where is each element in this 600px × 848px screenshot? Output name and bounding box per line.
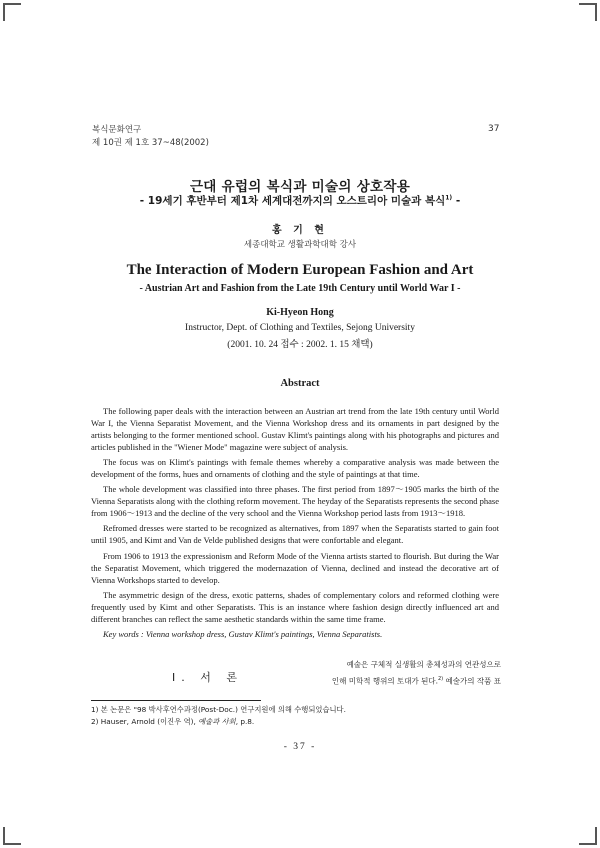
footnote-2-author: 2) Hauser, Arnold (이진우 역), (91, 717, 199, 726)
introduction-line-2a: 인해 미학적 행위의 토대가 된다. (331, 676, 438, 686)
korean-subtitle-end: - (452, 195, 461, 207)
abstract-paragraph: The whole development was classified into three phases. The first period from 1897～1905 marks the birth of the Vienna Separatists along with the clothing reform movement. The heyday of the Separatists represents the second phase from 1906～1913 and the decline of the very school and the Vienna Workshop period lasts from 1913～1918. (91, 484, 499, 519)
korean-affiliation: 세종대학교 생활과학대학 강사 (243, 240, 357, 250)
keywords: Key words : Vienna workshop dress, Gustav Klimt's paintings, Vienna Separatists. (103, 628, 383, 639)
footnote-1: 1) 본 논문은 "98 박사후연수과정(Post-Doc.) 연구지원에 의해 수행되었습니다. (91, 705, 346, 714)
introduction-text (303, 657, 501, 689)
english-affiliation: Instructor, Dept. of Clothing and Textiles, Sejong University (185, 323, 415, 333)
volume-issue: 제 10권 제 1호 37~48(2002) (92, 138, 209, 148)
abstract-paragraph: The asymmetric design of the dress, exotic patterns, shades of complementary colors and reformed clothing were frequently used by Kimt and other Separatists. This is an instance where fashion design directly influenced art and different branches can reflect the same aesthetic standards within the same time frame. (91, 589, 499, 624)
english-author: Ki-Hyeon Hong (266, 307, 334, 318)
crop-mark-bottom-left (3, 827, 21, 845)
journal-header (92, 124, 209, 150)
received-accepted-dates: (2001. 10. 24 접수 : 2002. 1. 15 채택) (227, 340, 373, 350)
footnote-ref-1: 1) (445, 194, 453, 202)
abstract-paragraph: Refromed dresses were started to be recognized as alternatives, from 1897 when the Separatists started to gain foot until 1905, and Kimt and Van de Velde published designs that were confortable and elegant. (91, 523, 499, 546)
abstract-paragraph: From 1906 to 1913 the expressionism and Reform Mode of the Vienna artists started to flourish. But during the War the Separatist Movement, which triggered the modernazation of Vienna, declined and instead the decorative art of Vienna Workshops started to develop. (91, 550, 499, 585)
footnote-divider (91, 700, 261, 701)
section-title-introduction: Ⅰ. 서 론 (172, 671, 243, 684)
journal-name: 복식문화연구 (92, 125, 142, 135)
introduction-line-2 (303, 672, 501, 689)
introduction-line-2b: 예술가의 작품 표 (443, 676, 501, 686)
abstract-paragraph: The following paper deals with the interaction between an Austrian art trend from the late 19th century until World War I, the Vienna Separatist Movement, and the Vienna Workshop dress and its ornaments in part designed by the artists belonging to the former mentioned school. Gustav Klimt's paintings along with his photographs and pictures and articles published in the "Wiener Mode" magazine were subject of analysis. (91, 406, 499, 453)
crop-mark-bottom-right (579, 827, 597, 845)
crop-mark-top-right (579, 3, 597, 21)
page-number: 37 (488, 124, 500, 134)
page-folio: - 37 - (283, 742, 317, 752)
english-title: The Interaction of Modern European Fashion and Art (126, 262, 474, 278)
footnotes (91, 704, 346, 728)
korean-subtitle-text: - 19세기 후반부터 제1차 세계대전까지의 오스트리아 미술과 복식 (139, 195, 446, 207)
korean-title: 근대 유럽의 복식과 미술의 상호작용 (189, 179, 411, 195)
abstract-body (91, 405, 499, 640)
introduction-line-1: 예술은 구체적 실생활의 총체성과의 연관성으로 (346, 660, 501, 669)
footnote-ref-2: 2) (437, 676, 444, 682)
footnote-2-title: 예술과 사회 (198, 717, 236, 726)
footnote-2 (91, 716, 346, 728)
korean-subtitle (0, 193, 600, 208)
english-subtitle: - Austrian Art and Fashion from the Late 19th Century until World War I - (139, 283, 461, 294)
crop-mark-top-left (3, 3, 21, 21)
abstract-paragraph: The focus was on Klimt's paintings with female themes whereby a comparative analysis was made between the development of the forms, hues and ornaments of clothing and the style of paintings at that time. (91, 457, 499, 480)
footnote-2-page: , p.8. (235, 717, 255, 726)
korean-author: 홍 기 현 (272, 225, 328, 236)
abstract-heading: Abstract (280, 378, 320, 389)
